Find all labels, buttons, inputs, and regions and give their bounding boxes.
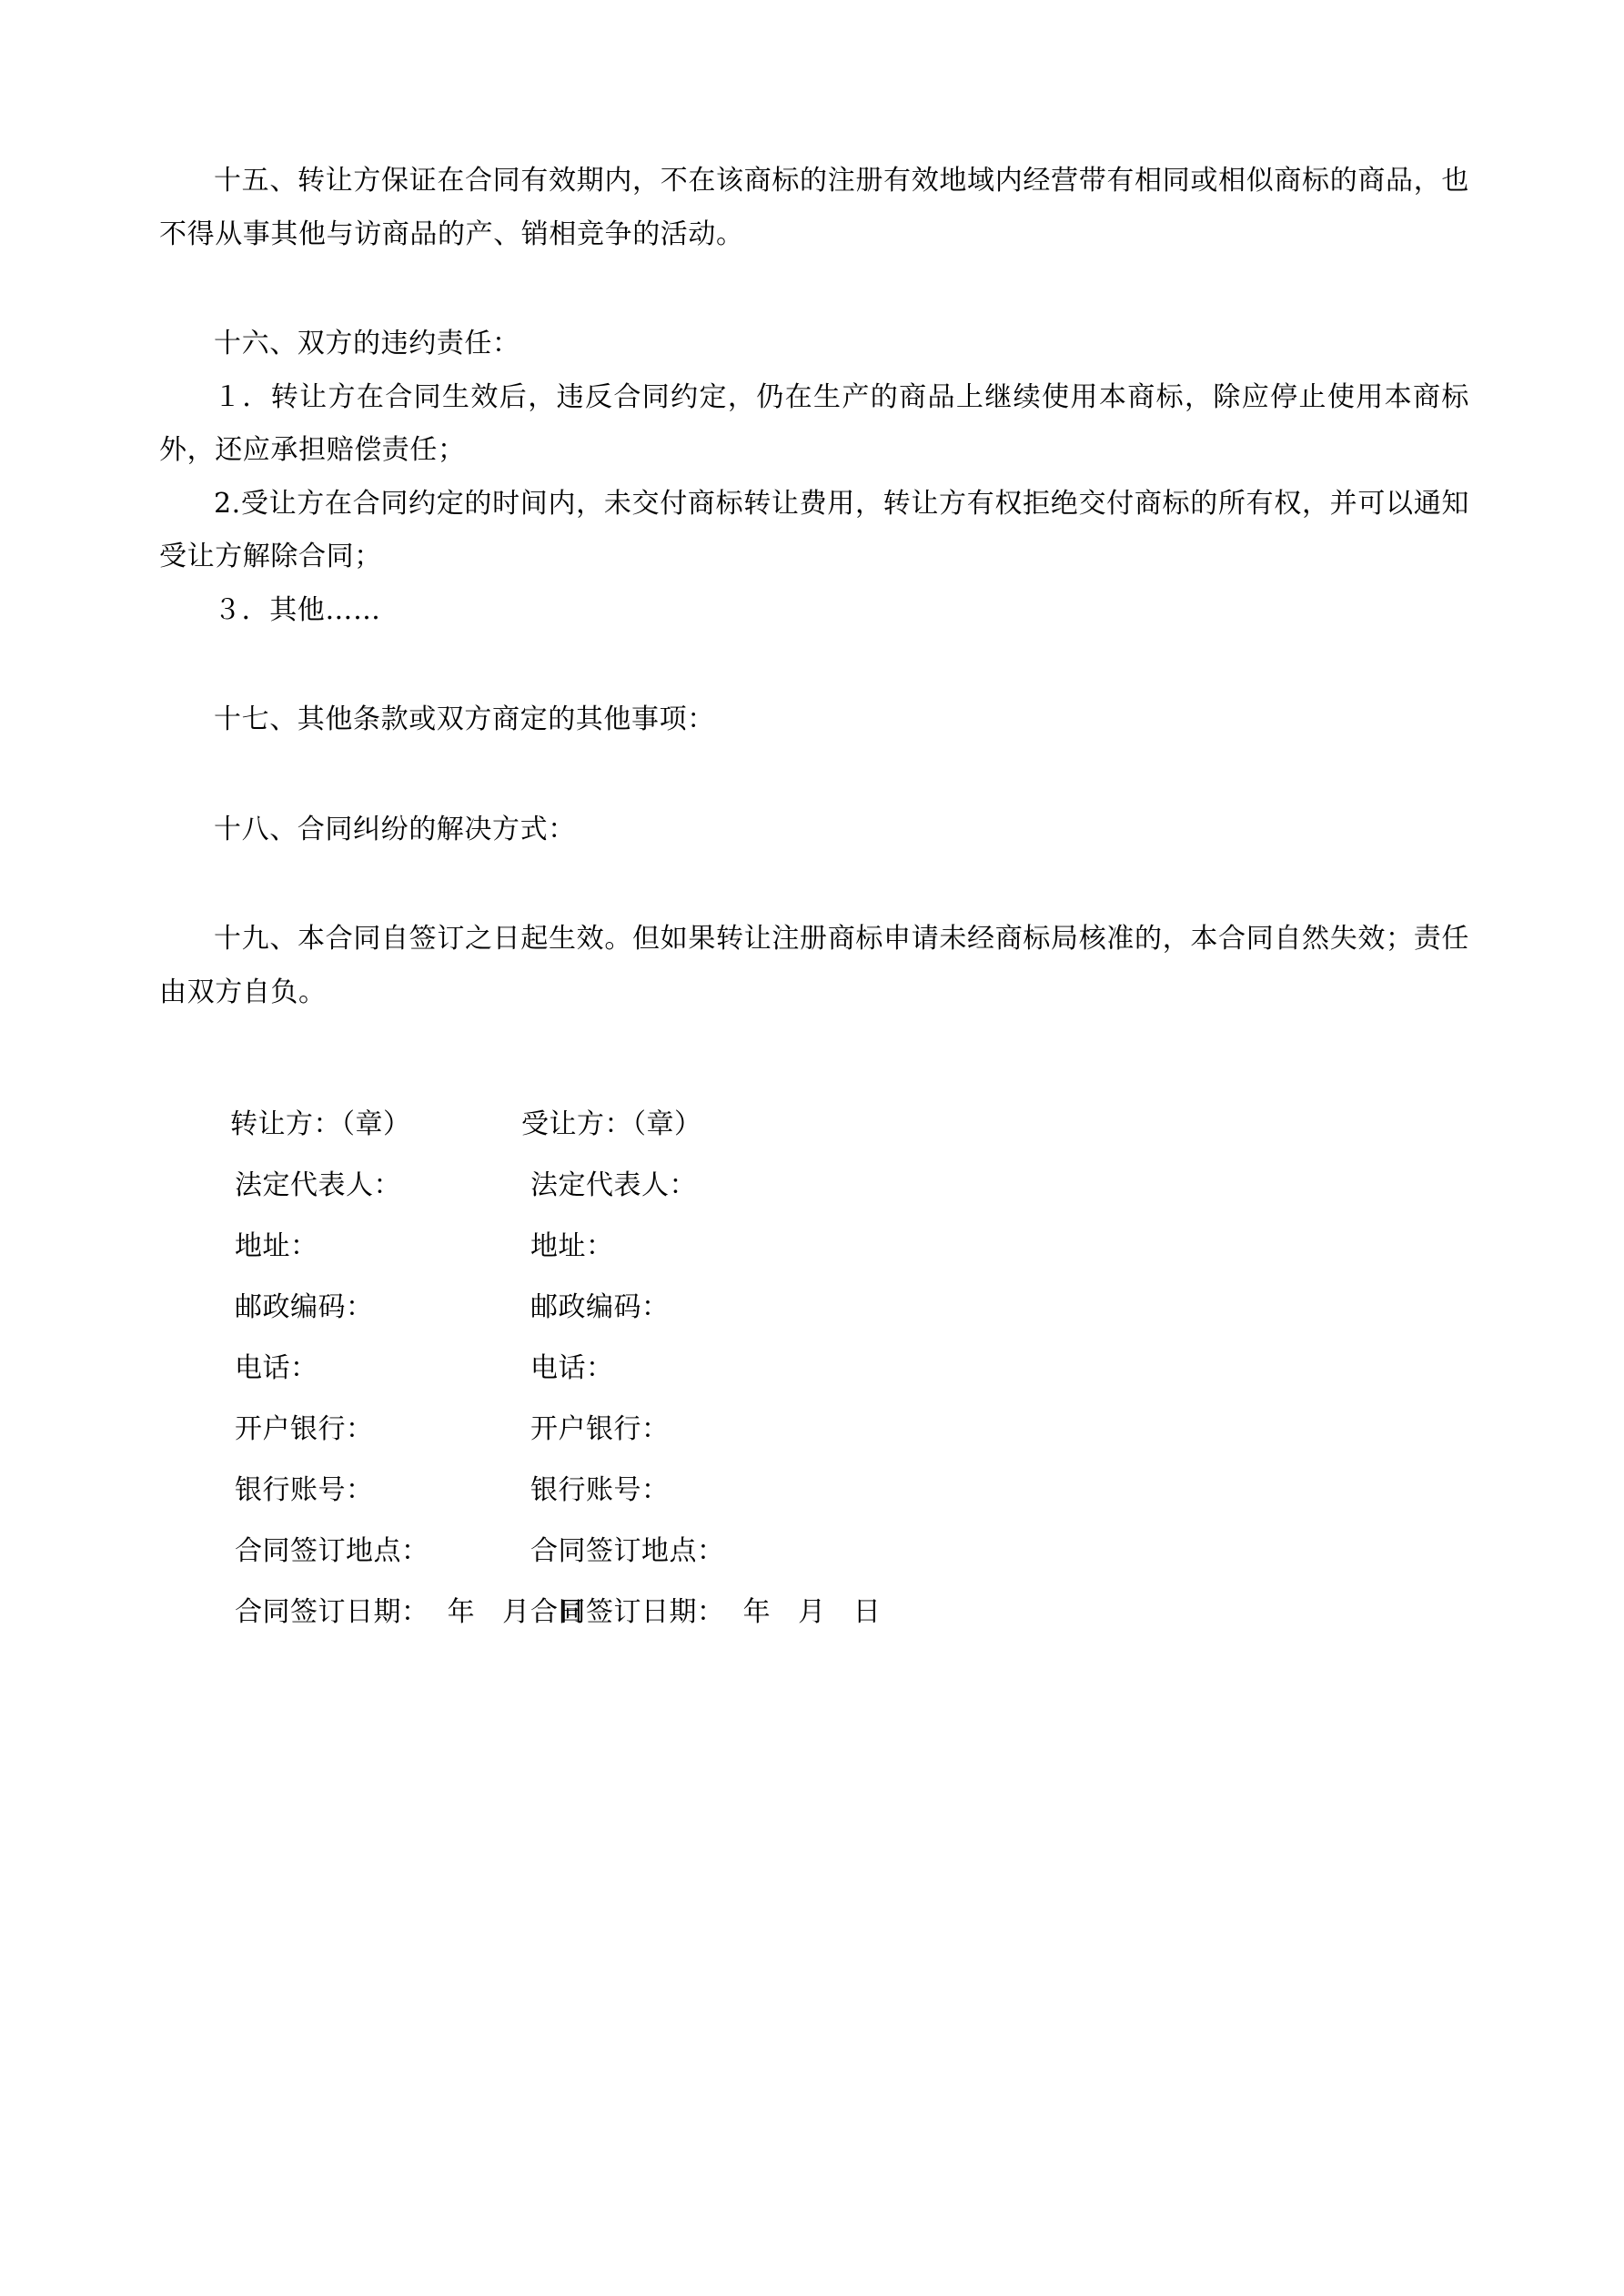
transferee-account-label: 银行账号：	[530, 1474, 670, 1506]
paragraph-clause-16-item-1: １．转让方在合同生效后，违反合同约定，仍在生产的商品上继续使用本商标，除应停止使用本商标外，还应承担赔偿责任；	[159, 380, 1469, 466]
transferor-signing-date-label: 合同签订日期： 年 月 日	[235, 1596, 586, 1628]
signature-row	[230, 1107, 1231, 1142]
paragraph-clause-16-title: 十六、双方的违约责任：	[214, 328, 520, 359]
transferee-legal-rep-label: 法定代表人：	[530, 1169, 697, 1201]
transferee-seal-label: 受让方：（章）	[521, 1108, 702, 1140]
paragraph-clause-17: 十七、其他条款或双方商定的其他事项：	[214, 703, 715, 735]
spacer	[159, 856, 1469, 913]
transferor-account-label: 银行账号：	[235, 1474, 374, 1506]
transferor-address-label: 地址：	[235, 1230, 318, 1262]
signature-row	[230, 1229, 1231, 1264]
spacer	[159, 637, 1469, 693]
paragraph-clause-19: 十九、本合同自签订之日起生效。但如果转让注册商标申请未经商标局核准的，本合同自然失效；责任由双方自负。	[159, 923, 1469, 1008]
transferee-postcode-label: 邮政编码：	[530, 1291, 670, 1323]
paragraph-clause-16-item-3: ３．其他……	[214, 593, 381, 626]
transferor-postcode-label: 邮政编码：	[235, 1291, 374, 1323]
signature-row	[230, 1350, 1231, 1386]
transferee-signing-place-label: 合同签订地点：	[530, 1535, 725, 1567]
signature-row	[230, 1472, 1231, 1508]
signature-row	[230, 1594, 1231, 1630]
document-body	[159, 155, 1469, 1630]
transferor-seal-label: 转让方：（章）	[230, 1108, 411, 1140]
transferee-address-label: 地址：	[530, 1230, 614, 1262]
transferee-phone-label: 电话：	[530, 1352, 614, 1384]
signature-row	[230, 1411, 1231, 1447]
paragraph-clause-18: 十八、合同纠纷的解决方式：	[214, 813, 576, 845]
signature-block	[230, 1107, 1231, 1630]
spacer	[159, 747, 1469, 804]
signature-row	[230, 1290, 1231, 1325]
transferor-bank-label: 开户银行：	[235, 1413, 374, 1445]
spacer	[159, 261, 1469, 318]
transferor-phone-label: 电话：	[235, 1352, 318, 1384]
transferee-signing-date-label: 合同签订日期： 年 月 日	[530, 1596, 882, 1628]
transferor-signing-place-label: 合同签订地点：	[235, 1535, 429, 1567]
paragraph-clause-15: 十五、转让方保证在合同有效期内，不在该商标的注册有效地域内经营带有相同或相似商标的商品，也不得从事其他与访商品的产、销相竞争的活动。	[159, 165, 1469, 250]
transferee-bank-label: 开户银行：	[530, 1413, 670, 1445]
signature-row	[230, 1168, 1231, 1203]
signature-row	[230, 1533, 1231, 1569]
paragraph-clause-16-item-2: 2.受让方在合同约定的时间内，未交付商标转让费用，转让方有权拒绝交付商标的所有权，并可以通知受让方解除合同；	[159, 487, 1469, 572]
transferor-legal-rep-label: 法定代表人：	[235, 1169, 401, 1201]
